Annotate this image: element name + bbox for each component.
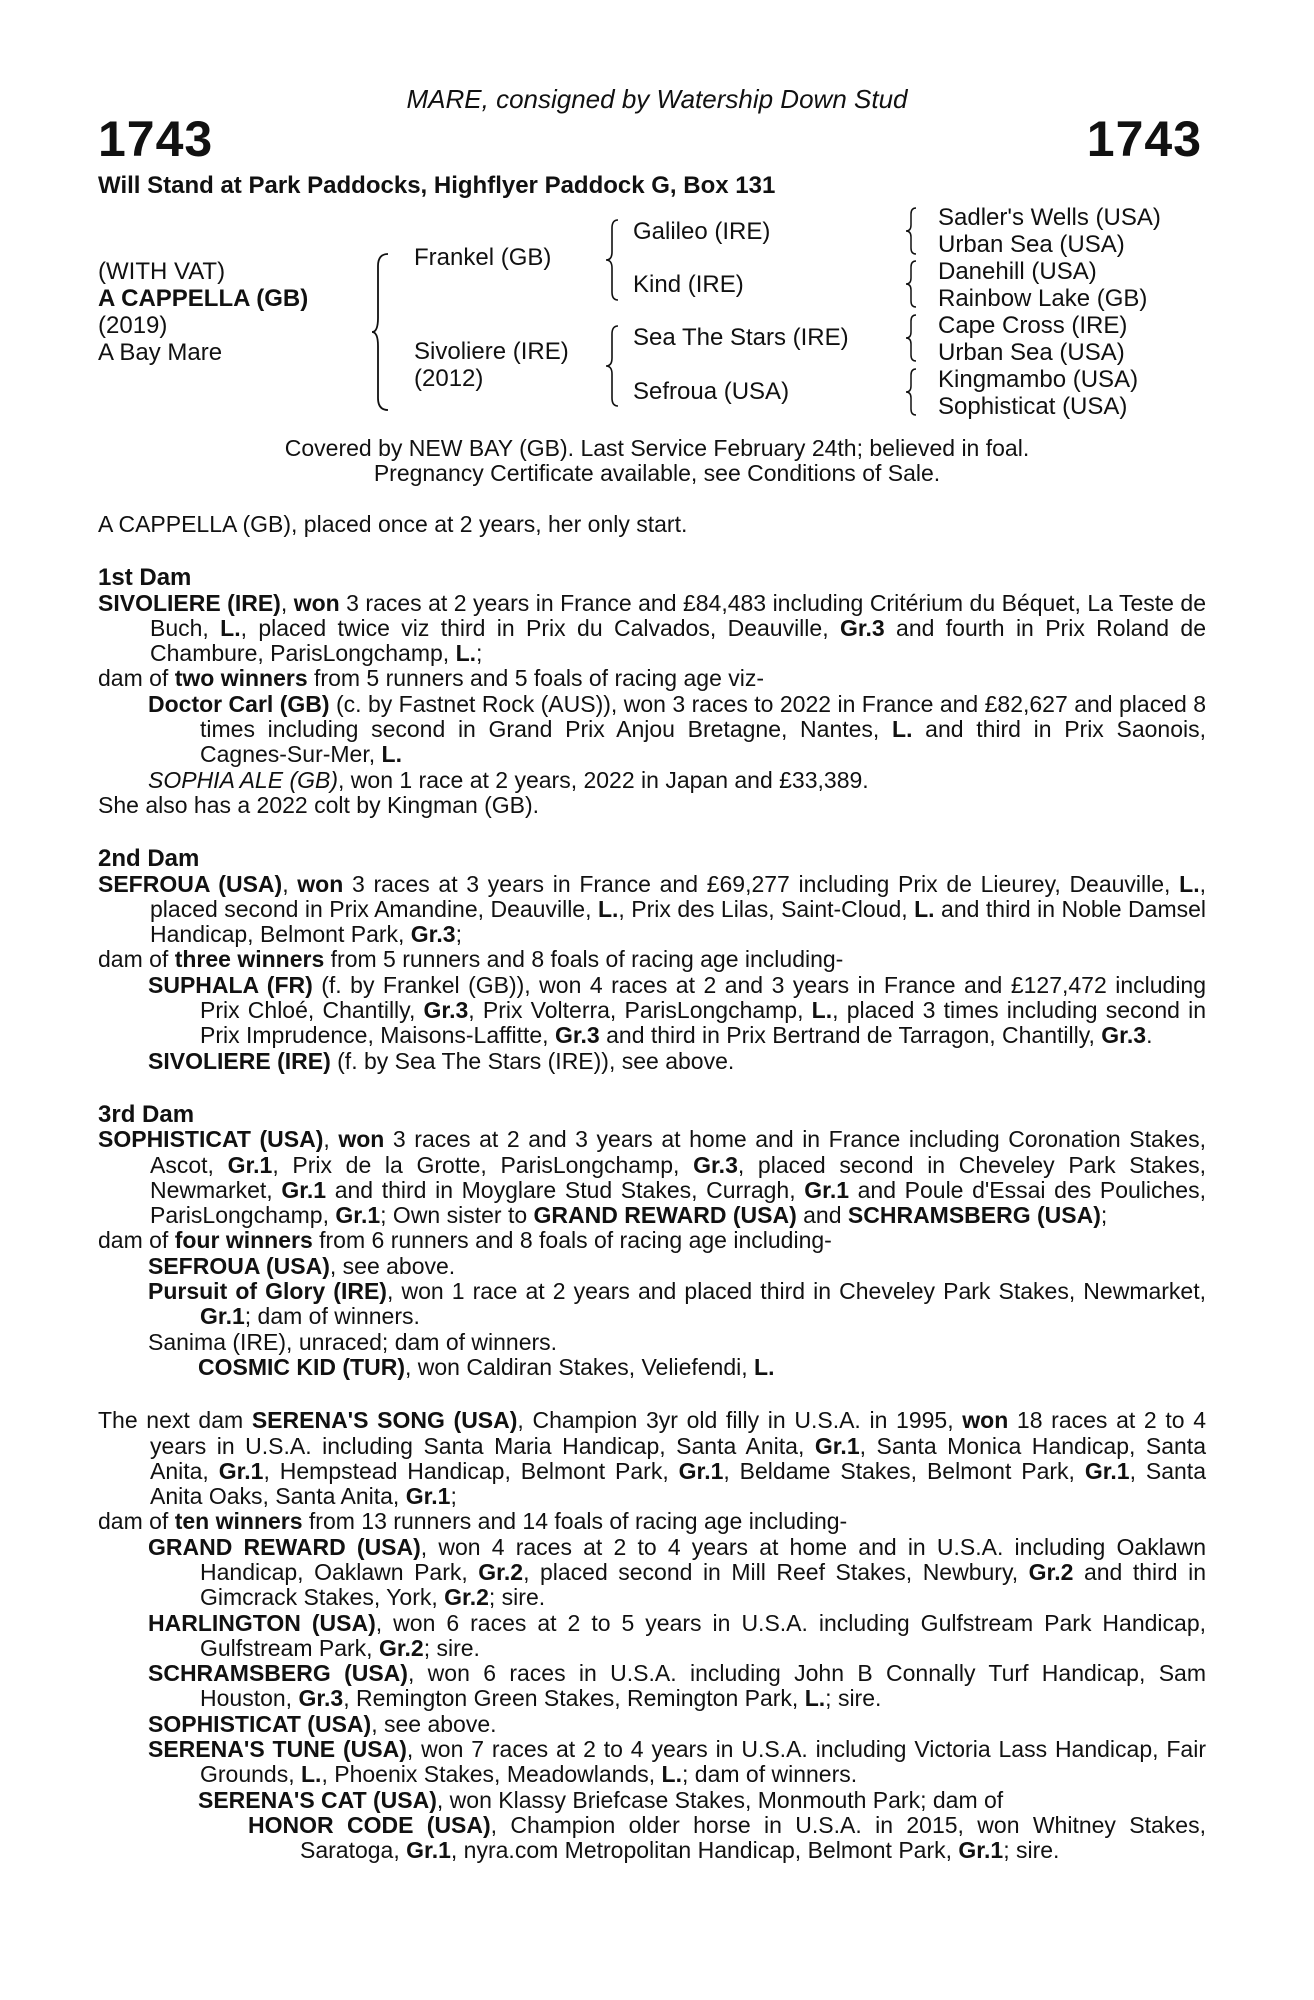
pedigree-brace-main [370, 252, 392, 412]
brace-ss [904, 206, 920, 256]
ds-dam: Urban Sea (USA) [938, 339, 1125, 366]
sire-sire: Galileo (IRE) [633, 218, 771, 245]
next-dam-great-grandfoal: HONOR CODE (USA), Champion older horse in U.S.A. in 2015, won Whitney Stakes, Saratoga, Gr.1, nyra.com Metropolitan Handicap, Belmont Park, Gr.1; sire. [248, 1811, 1206, 1864]
third-dam-record: SOPHISTICAT (USA), won 3 races at 2 and 3 years at home and in France including Coronation Stakes, Ascot, Gr.1, Prix de la Grotte, ParisLongchamp, Gr.3, placed second in Cheveley Park Stakes, Newmarket, Gr.1 and third in Moyglare Stud Stakes, Curragh, Gr.1 and Poule d'Essai des Pouliches, ParisLongchamp, Gr.1; Own sister to GRAND REWARD (USA) and SCHRAMSBERG (USA); [98, 1126, 1206, 1229]
next-dam-foal-4: SOPHISTICAT (USA), see above. [148, 1710, 497, 1737]
third-dam-foal-1: SEFROUA (USA), see above. [148, 1252, 456, 1279]
dam-brace [604, 324, 622, 408]
sire-brace [604, 218, 622, 302]
brace-dd [904, 367, 920, 417]
first-dam-record: SIVOLIERE (IRE), won 3 races at 2 years in France and £84,483 including Critérium du Béquet, La Teste de Buch, L., placed twice viz third in Prix du Calvados, Deauville, Gr.3 and fourth in Prix Roland de Chambure, ParisLongchamp, L.; [98, 589, 1207, 667]
next-dam-grandfoal: SERENA'S CAT (USA), won Klassy Briefcase Stakes, Monmouth Park; dam of [198, 1786, 1004, 1813]
next-dam-produce: dam of ten winners from 13 runners and 14 foals of racing age including- [98, 1508, 848, 1535]
sd-sire: Danehill (USA) [938, 258, 1097, 285]
stand-location: Will Stand at Park Paddocks, Highflyer Paddock G, Box 131 [98, 172, 776, 199]
lot-number-right: 1743 [1086, 111, 1202, 167]
sire-dam: Kind (IRE) [633, 271, 744, 298]
first-dam-produce: dam of two winners from 5 runners and 5 foals of racing age viz- [98, 665, 765, 692]
dam-year: (2012) [414, 365, 484, 392]
third-dam-heading: 3rd Dam [98, 1100, 195, 1128]
third-dam-grandfoal: COSMIC KID (TUR), won Caldiran Stakes, Veliefendi, L. [198, 1353, 775, 1380]
intro-line: A CAPPELLA (GB), placed once at 2 years, her only start. [98, 511, 688, 537]
vat-note: (WITH VAT) [98, 258, 226, 285]
third-dam-produce: dam of four winners from 6 runners and 8 foals of racing age including- [98, 1227, 832, 1254]
third-dam-foal-3: Sanima (IRE), unraced; dam of winners. [148, 1328, 558, 1355]
next-dam-foal-5: SERENA'S TUNE (USA), won 7 races at 2 to 4 years in U.S.A. including Victoria Lass Handicap, Fair Grounds, L., Phoenix Stakes, Meadowlands, L.; dam of winners. [148, 1736, 1206, 1788]
second-dam-produce: dam of three winners from 5 runners and 8 foals of racing age including- [98, 946, 844, 973]
dam-dam: Sefroua (USA) [633, 378, 790, 405]
dd-dam: Sophisticat (USA) [938, 393, 1128, 420]
covered-note-2: Pregnancy Certificate available, see Conditions of Sale. [373, 460, 941, 486]
covered-note-1: Covered by NEW BAY (GB). Last Service February 24th; believed in foal. [284, 435, 1030, 461]
dam-name: Sivoliere (IRE) [414, 338, 569, 365]
horse-year: (2019) [98, 312, 168, 339]
next-dam-foal-3: SCHRAMSBERG (USA), won 6 races in U.S.A. including John B Connally Turf Handicap, Sam Houston, Gr.3, Remington Green Stakes, Remington Park, L.; sire. [148, 1660, 1207, 1712]
brace-sd [904, 259, 920, 309]
horse-description: A Bay Mare [98, 339, 223, 366]
ss-dam: Urban Sea (USA) [938, 231, 1125, 258]
third-dam-foal-2: Pursuit of Glory (IRE), won 1 race at 2 years and placed third in Cheveley Park Stakes, Newmarket, Gr.1; dam of winners. [148, 1278, 1207, 1330]
first-dam-colt: She also has a 2022 colt by Kingman (GB). [98, 791, 540, 818]
second-dam-foal-2: SIVOLIERE (IRE) (f. by Sea The Stars (IRE)), see above. [148, 1047, 735, 1074]
dd-sire: Kingmambo (USA) [938, 366, 1139, 393]
ss-sire: Sadler's Wells (USA) [938, 204, 1161, 231]
second-dam-foal-1: SUPHALA (FR) (f. by Frankel (GB)), won 4 races at 2 and 3 years in France and £127,472 including Prix Chloé, Chantilly, Gr.3, Prix Volterra, ParisLongchamp, L., placed 3 times including second in Prix Imprudence, Maisons-Laffitte, Gr.3 and third in Prix Bertrand de Tarragon, Chantilly, Gr.3. [148, 971, 1207, 1049]
next-dam-foal-2: HARLINGTON (USA), won 6 races at 2 to 5 years in U.S.A. including Gulfstream Park Handicap, Gulfstream Park, Gr.2; sire. [148, 1609, 1207, 1661]
ds-sire: Cape Cross (IRE) [938, 312, 1128, 339]
first-dam-foal-2: SOPHIA ALE (GB), won 1 race at 2 years, 2022 in Japan and £33,389. [148, 766, 869, 793]
brace-ds [904, 313, 920, 363]
lot-number-left: 1743 [98, 111, 214, 167]
consignor-subtitle: MARE, consigned by Watership Down Stud [406, 84, 908, 114]
second-dam-record: SEFROUA (USA), won 3 races at 3 years in France and £69,277 including Prix de Lieurey, Deauville, L., placed second in Prix Amandine, Deauville, L., Prix des Lilas, Saint-Cloud, L. and third in Noble Damsel Handicap, Belmont Park, Gr.3; [98, 870, 1207, 948]
sire-name: Frankel (GB) [414, 244, 552, 271]
next-dam-record: The next dam SERENA'S SONG (USA), Champion 3yr old filly in U.S.A. in 1995, won 18 races at 2 to 4 years in U.S.A. including Santa Maria Handicap, Santa Anita, Gr.1, Santa Monica Handicap, Santa Anita, Gr.1, Hempstead Handicap, Belmont Park, Gr.1, Beldame Stakes, Belmont Park, Gr.1, Santa Anita Oaks, Santa Anita, Gr.1; [98, 1407, 1206, 1510]
first-dam-heading: 1st Dam [98, 564, 192, 592]
horse-name: A CAPPELLA (GB) [98, 285, 309, 312]
dam-sire: Sea The Stars (IRE) [633, 324, 849, 351]
next-dam-foal-1: GRAND REWARD (USA), won 4 races at 2 to 4 years at home and in U.S.A. including Oaklawn Handicap, Oaklawn Park, Gr.2, placed second in Mill Reef Stakes, Newbury, Gr.2 and third in Gimcrack Stakes, York, Gr.2; sire. [148, 1533, 1206, 1611]
sd-dam: Rainbow Lake (GB) [938, 285, 1148, 312]
catalogue-body [98, 512, 1206, 1864]
first-dam-foal-1: Doctor Carl (GB) (c. by Fastnet Rock (AUS)), won 3 races to 2022 in France and £82,627 and placed 8 times including second in Grand Prix Anjou Bretagne, Nantes, L. and third in Prix Saonois, Cagnes-Sur-Mer, L. [148, 690, 1206, 768]
second-dam-heading: 2nd Dam [98, 845, 200, 873]
